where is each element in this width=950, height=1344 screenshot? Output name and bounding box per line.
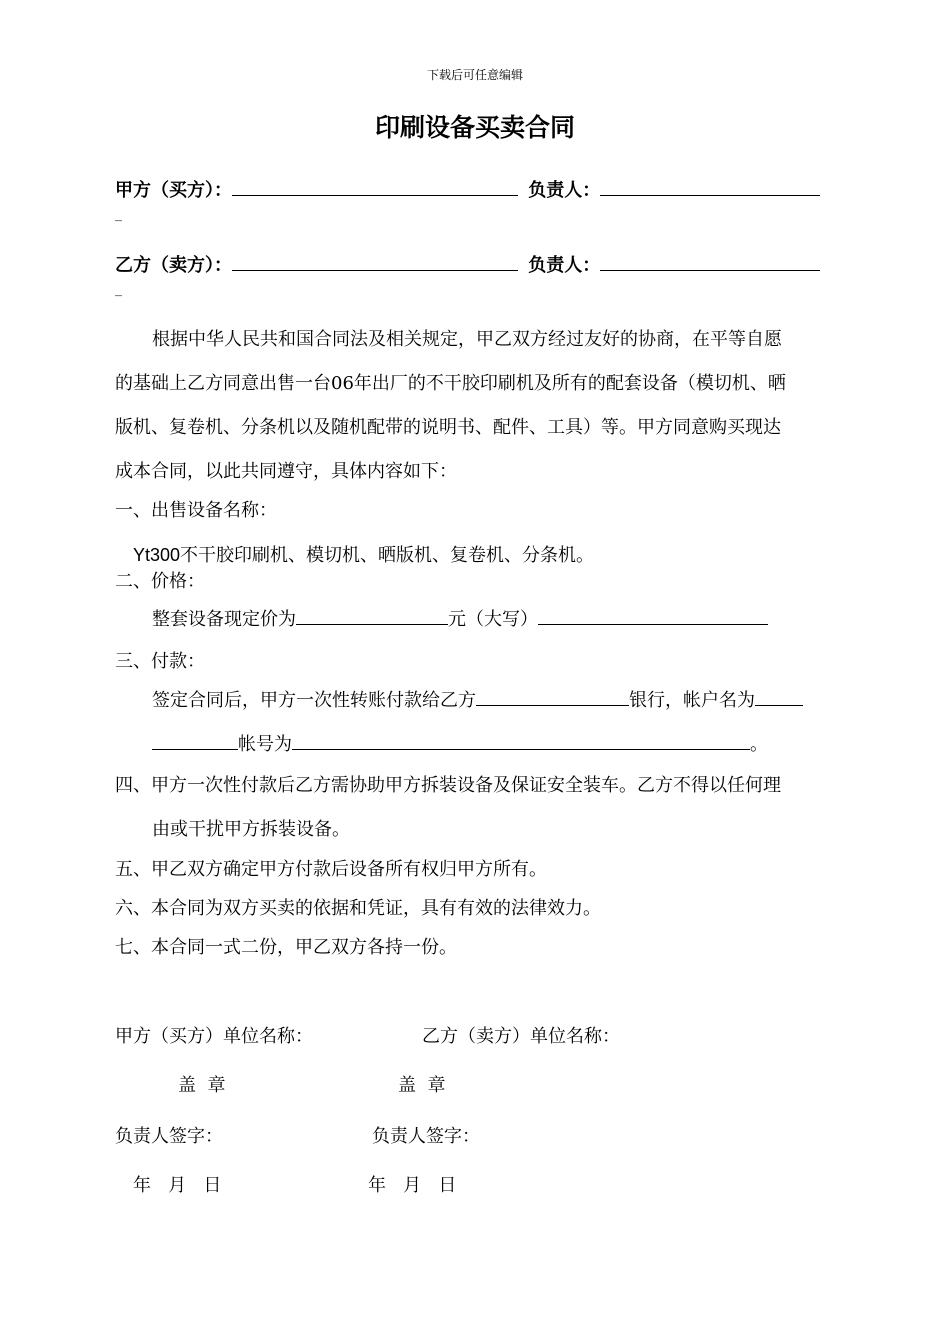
party-b-line [115,251,820,277]
party-b-signer-label: 负责人签字： [372,1126,480,1147]
account-name-field[interactable] [755,687,803,706]
party-a-signer-label: 负责人签字： [115,1126,223,1147]
header-note: 下载后可任意编辑 [426,68,523,82]
account-name-field-cont[interactable] [152,731,238,750]
party-b-person-field[interactable] [600,252,820,271]
party-b-person-label: 负责人： [528,255,601,276]
intro-line-3: 版机、复卷机、分条机以及随机配带的说明书、配件、工具）等。甲方同意购买现达 [115,417,781,438]
section-4-line-2: 由或干扰甲方拆装设备。 [152,819,350,840]
section-1-items [133,541,594,567]
party-a-label: 甲方（买方）： [115,180,232,201]
contract-title: 印刷设备买卖合同 [374,113,575,142]
party-a-date: 年 月 日 [133,1175,222,1196]
party-b-date: 年 月 日 [368,1175,457,1196]
section-2-price-line [152,605,768,631]
equipment-list: 不干胶印刷机、模切机、晒版机、复卷机、分条机。 [180,545,595,566]
party-b-tail: _ [115,281,122,297]
party-b-seal: 盖 章 [398,1075,446,1096]
party-a-seal: 盖 章 [178,1075,226,1096]
payment-text-end: 。 [750,734,768,755]
party-b-unit-label: 乙方（卖方）单位名称： [422,1026,620,1047]
account-number-field[interactable] [292,731,750,750]
equipment-model: Yt300 [133,545,181,565]
section-6: 六、本合同为双方买卖的依据和凭证，具有有效的法律效力。 [115,898,601,919]
section-3-heading: 三、付款： [115,651,205,672]
section-1-heading: 一、出售设备名称： [115,500,277,521]
party-a-unit-label: 甲方（买方）单位名称： [115,1026,313,1047]
intro-line-2: 的基础上乙方同意出售一台06年出厂的不干胶印刷机及所有的配套设备（模切机、晒 [115,373,786,394]
section-2-heading: 二、价格： [115,571,205,592]
party-a-tail: _ [115,206,122,222]
party-b-name-field[interactable] [232,252,518,271]
party-a-line [115,176,820,202]
price-unit: 元（大写） [448,609,538,630]
section-3-line-1 [152,686,803,712]
party-a-person-field[interactable] [600,177,820,196]
party-a-name-field[interactable] [232,177,518,196]
section-7: 七、本合同一式二份，甲乙双方各持一份。 [115,937,457,958]
section-4-line-1: 四、甲方一次性付款后乙方需协助甲方拆装设备及保证安全装车。乙方不得以任何理 [115,775,781,796]
section-5: 五、甲乙双方确定甲方付款后设备所有权归甲方所有。 [115,859,547,880]
intro-line-1: 根据中华人民共和国合同法及相关规定，甲乙双方经过友好的协商，在平等自愿 [152,329,782,350]
payment-text-a: 签定合同后，甲方一次性转账付款给乙方 [152,690,476,711]
price-prefix: 整套设备现定价为 [152,609,296,630]
section-3-line-2 [152,730,768,756]
payment-text-b: 银行，帐户名为 [629,690,755,711]
bank-field[interactable] [476,687,629,706]
price-uppercase-field[interactable] [538,606,768,625]
party-a-person-label: 负责人： [528,180,601,201]
price-amount-field[interactable] [296,606,448,625]
payment-text-c: 帐号为 [238,734,292,755]
party-b-label: 乙方（卖方）： [115,255,232,276]
intro-line-4: 成本合同，以此共同遵守，具体内容如下： [115,461,457,482]
